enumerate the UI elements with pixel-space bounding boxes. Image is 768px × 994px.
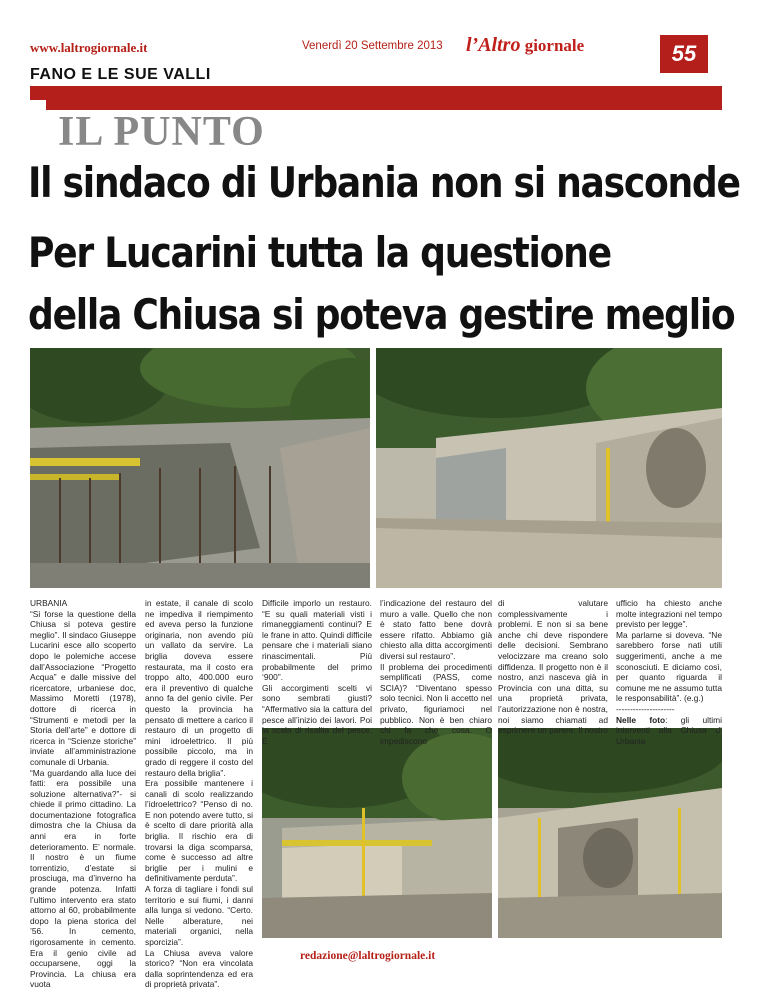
website-url[interactable]: www.laltrogiornale.it: [30, 40, 148, 55]
bar-notch: [30, 100, 46, 150]
brand-main: l’Altro: [466, 34, 521, 56]
photo-wall-bank: [262, 728, 492, 938]
headline-line-3: della Chiusa si poteva gestire meglio: [28, 290, 735, 339]
article-column-1: URBANIA “Si forse la questione della Chiusa si poteva gestire meglio”. Il sindaco Giuseppe Lucarini esce allo scoperto dopo le polemiche accese dall’Associazione “Progetto Acqua” e dalle missive del ricercatore, urbaniese doc, Massimo Moretti (1978), dottore di ricerca in “Strumenti e metodi per la Storia dell’arte” e dottore di ricerca in “Scienze storiche” inviate all’amministrazione comunale di Urbania. “Ma guardando alla luce dei fatti: era possibile una soluzione alternativa?”- si chiede il primo cittadino. La documentazione fotografica dimostra che la Chiusa da anni era in forte deterioramento. E’ normale. Il nostro è un fiume torrentizio, d’estate si prosciuga, ma d’inverno ha grande potenza. Infatti l’ultimo intervento era stato attorno al 60, probabilmente dopo la piena storica del ’56. In cemento, rigorosamente in cemento. Era il genio civile ad occuparsene, oggi la Provincia. La chiusa era vuota: [30, 598, 136, 990]
section-title: FANO E LE SUE VALLI: [30, 66, 211, 83]
article-column-4: l’indicazione del restauro del muro a valle. Quello che non è stato fatto bene dovrà essere rifatto. Abbiamo già chiesto alla ditta accorgimenti diversi sul restauro”. Il problema dei procedimenti semplificati (PASS, come SCIA)? “Diventano spesso solo tecnici. Non li accetto nel privato, figuriamoci nel pubblico. Non è ben chiaro chi fa che cosa. O impediscono: [380, 598, 492, 746]
headline-line-1: Il sindaco di Urbania non si nasconde: [28, 158, 740, 207]
article-column-2: in estate, il canale di scolo ne impediva il riempimento ed aveva perso la funzione originaria, non avendo più un vallato da servire. La briglia doveva essere restaurata, ma il costo era troppo alto, 400.000 euro era il preventivo di qualche anno fa del genio civile. Per questo la provincia ha pensato di mettere a carico il restauro di un progetto di mini idroelettrico. Il più possibile piccolo, ma in grado di reggere il costo del restauro della briglia”. Era possibile mantenere i canali di scolo realizzando l’idroelettrico? “Penso di no. E non potendo avere tutto, si è scelto di dare priorità alla briglia. Il rischio era di trovarsi la diga scomparsa, come è successo ad altre briglie per i mulini e definitivamente perduta”. A forza di tagliare i fondi sul territorio e sui fiumi, i danni alla lunga si vedono. “Certo. Nelle alberature, nei materiali organici, nella sporcizia”. La Chiusa aveva valore storico? “Non era vincolata dalla soprintendenza ed era di proprietà privata”.: [145, 598, 253, 990]
issue-date: Venerdì 20 Settembre 2013: [302, 40, 443, 52]
article-column-6: [616, 598, 723, 746]
photo-caption-text: : gli ultimi interventi alla Chiusa di Urbania: [616, 714, 723, 746]
headline-line-2: Per Lucarini tutta la questione: [28, 228, 611, 277]
column-6-text: ufficio ha chiesto anche molte integrazioni nel tempo previsto per legge”. Ma parlarne si doveva. “Ne sarebbero forse nati utili suggerimenti, anche a me sconosciuti. E diciamo così, per quanto riguarda il comune me ne assumo tutta le responsabilità”. (e.g.) ---------------------: [616, 598, 722, 714]
photo-crumbling-wall: [498, 728, 722, 938]
brand-secondary: giornale: [520, 36, 585, 55]
page-number: 55: [660, 35, 708, 73]
photo-caption: [616, 715, 722, 747]
section-red-bar: [30, 86, 722, 110]
rubric: IL PUNTO: [58, 109, 265, 155]
brand-logo: [466, 34, 584, 57]
contact-email[interactable]: redazione@laltrogiornale.it: [300, 950, 436, 962]
photo-dam-wall: [376, 348, 722, 588]
photo-construction-site: [30, 348, 370, 588]
article-column-3: Difficile imporlo un restauro. “E su quali materiali visti i rimaneggiamenti continui? E le frane in atto. Quindi difficile pensare che i materiali siano rinascimentali. Più probabilmente del primo ‘900”. Gli accorgimenti scelti vi sono sembrati giusti? “Affermativo sia la cattura del pesce all’inizio dei lavori. Poi la scala di risalita del pesce. E: [262, 598, 372, 746]
article-column-5: di valutare complessivamente i problemi. E non si sa bene anche chi deve rispondere delle decisioni. Sembrano velocizzare ma creano solo diffidenza. Il progetto non è il nostro, anzi nasceva già in Provincia con una ditta, su una proprietà privata, l’autorizzazione non è nostra, noi siamo chiamati ad esprimere un parere. Il nostro: [498, 598, 608, 736]
photo-caption-label: Nelle foto: [616, 714, 666, 725]
